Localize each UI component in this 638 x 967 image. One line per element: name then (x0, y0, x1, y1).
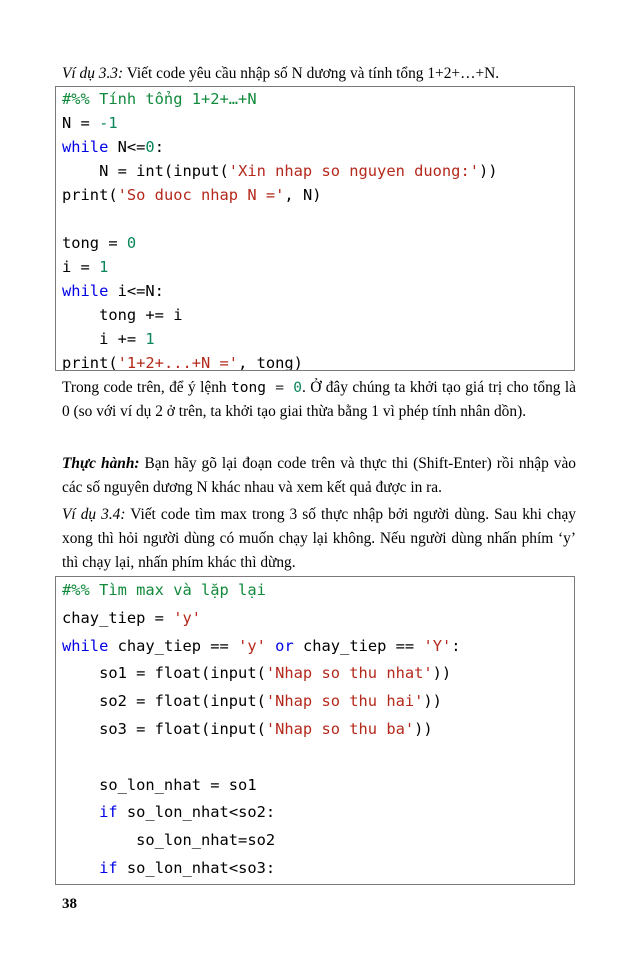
code-token: tong += i (62, 306, 183, 324)
code-token: , tong) (238, 354, 303, 371)
code-token-num: 1 (145, 330, 155, 348)
code-line (62, 799, 574, 827)
example-3-4-paragraph (62, 503, 576, 575)
code-token-kw: while (62, 636, 109, 655)
code-token: , N) (284, 186, 322, 204)
code-line (62, 231, 574, 255)
example-3-3-label: Ví dụ 3.3: (62, 65, 124, 82)
code-line (62, 744, 574, 772)
example-3-3-paragraph (62, 62, 576, 86)
explanation-text-before: Trong code trên, để ý lệnh (62, 379, 231, 396)
code-token (266, 637, 275, 655)
code-token-str: 'So duoc nhap N =' (117, 186, 285, 204)
code-line (62, 327, 574, 351)
code-line (62, 716, 574, 744)
code-line (62, 660, 574, 688)
practice-text: Bạn hãy gõ lại đoạn code trên và thực thi (Shift-Enter) rồi nhập vào các số nguyên dương N khác nhau và xem kết quả được in ra. (62, 455, 576, 496)
practice-label: Thực hành: (62, 455, 140, 472)
code-token-kw: while (62, 138, 109, 156)
code-token: chay_tiep == (293, 636, 424, 655)
code-token (62, 803, 99, 821)
code-token: )) (423, 692, 442, 711)
code-token: i<=N: (108, 282, 164, 300)
code-token-num: 1 (99, 258, 109, 276)
code-line (62, 688, 574, 716)
code-token-kw: while (62, 282, 109, 300)
code-line (62, 279, 574, 303)
code-line (62, 605, 574, 633)
practice-paragraph (62, 452, 576, 500)
code-token: )) (432, 664, 452, 683)
code-line (62, 303, 574, 327)
inline-code-assign: = (265, 380, 294, 396)
code-token-str: 'Nhap so thu ba' (265, 719, 415, 738)
code-line (62, 351, 574, 371)
explanation-paragraph (62, 376, 576, 424)
code-token: : (451, 636, 461, 655)
code-line (62, 633, 574, 661)
code-token: tong = (62, 234, 127, 252)
code-token: : (154, 138, 164, 156)
example-3-4-text: Viết code tìm max trong 3 số thực nhập bởi người dùng. Sau khi chạy xong thì hỏi người dùng có muốn chạy lại không. Nếu người dùng nhấn phím ‘y’ thì chạy lại, nhấn phím khác thì dừng. (62, 506, 576, 571)
page-number: 38 (62, 896, 77, 912)
code-token-str: 'y' (173, 608, 202, 627)
example-3-3-text: Viết code yêu cầu nhập số N dương và tính tổng 1+2+…+N. (123, 65, 500, 82)
code-line (62, 577, 574, 605)
code-token-str: '1+2+...+N =' (117, 354, 239, 371)
code-token: so_lon_nhat<so3: (117, 858, 276, 877)
code-token-str: 'y' (238, 636, 266, 655)
code-token: print( (62, 354, 118, 371)
code-token-kw: if (99, 858, 118, 877)
explanation-text-after: . Ở đây chúng ta khởi tạo giá trị cho tổng là 0 (so với ví dụ 2 ở trên, ta khởi tạo giai thừa bằng 1 vì phép tính nhân dồn). (62, 379, 576, 420)
code-token: so3 = float(input( (62, 719, 266, 738)
code-token-comment: #%% Tính tổng 1+2+…+N (62, 90, 257, 108)
code-line (62, 772, 574, 800)
code-token: chay_tiep == (108, 636, 239, 655)
code-token: print( (62, 186, 118, 204)
code-token (62, 859, 99, 877)
code-line (62, 111, 574, 135)
code-token: so_lon_nhat = so1 (62, 775, 257, 794)
example-3-4-label: Ví dụ 3.4: (62, 506, 126, 523)
code-token: N = (62, 114, 100, 132)
code-line (62, 827, 574, 855)
inline-code-zero: 0 (293, 380, 302, 396)
code-line (62, 135, 574, 159)
code-token-num: 0 (145, 138, 155, 156)
code-token-str: 'Nhap so thu nhat' (265, 664, 433, 683)
code-token: so1 = float(input( (62, 664, 266, 683)
code-token-str: 'Y' (423, 636, 452, 655)
inline-code-tong: tong (231, 380, 266, 396)
code-line (62, 207, 574, 231)
code-token-num: -1 (99, 114, 118, 132)
code-token-str: 'Xin nhap so nguyen duong:' (228, 162, 479, 180)
code-block-sum (55, 86, 575, 371)
code-token: chay_tiep = (62, 608, 174, 627)
code-token: N = int(input( (62, 162, 229, 180)
code-token-num: 0 (126, 234, 137, 252)
code-token: i += (62, 330, 146, 348)
code-token: )) (478, 162, 498, 180)
code-token-kw: if (99, 803, 118, 822)
code-line (62, 87, 574, 111)
code-token: i = (62, 258, 100, 276)
code-token: )) (414, 719, 433, 738)
code-line (62, 855, 574, 883)
code-token: so_lon_nhat=so2 (62, 831, 276, 850)
code-token-str: 'Nhap so thu hai' (265, 692, 424, 711)
code-token: so2 = float(input( (62, 692, 266, 711)
code-token-kw: or (275, 636, 294, 655)
code-token: N<= (108, 138, 146, 156)
code-block-find-max (55, 576, 575, 885)
code-line (62, 255, 574, 279)
code-line (62, 183, 574, 207)
code-token: so_lon_nhat<so2: (117, 803, 276, 822)
code-line (62, 159, 574, 183)
code-token-comment: #%% Tìm max và lặp lại (62, 581, 266, 599)
